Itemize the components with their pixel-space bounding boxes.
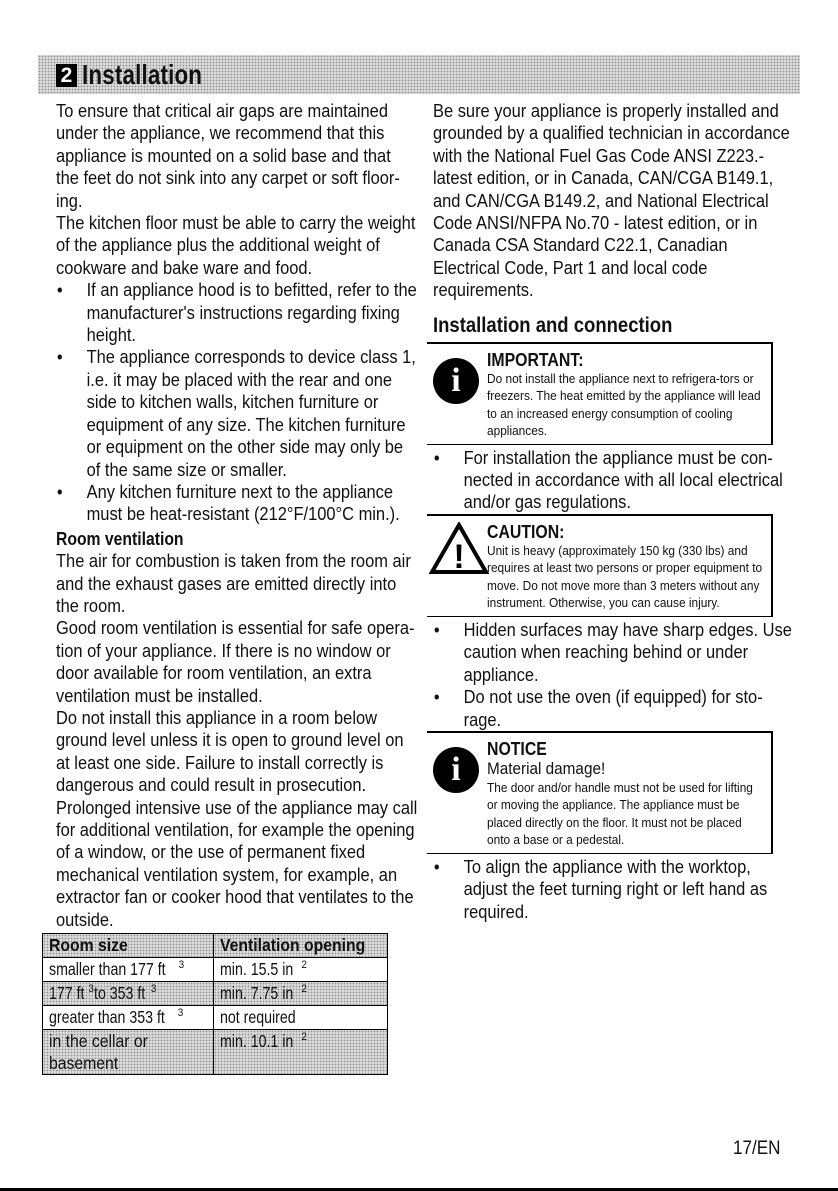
floor-paragraph: The kitchen floor must be able to carry the weight of the appliance plus the additional weight of cookware and bake ware and food. bbox=[56, 212, 416, 278]
table-row: in the cellar or basement min. 10.1 in $^2$ bbox=[43, 1030, 388, 1075]
important-note bbox=[427, 342, 773, 445]
section-banner bbox=[38, 55, 800, 94]
bullet-icon: • bbox=[56, 480, 63, 502]
bullet-icon: • bbox=[433, 855, 440, 877]
caution-title: CAUTION: bbox=[487, 521, 565, 542]
table-row: smaller than 177 ft $^3$ min. 15.5 in $^2$ bbox=[43, 958, 388, 982]
ventilation-paragraph: The air for combustion is taken from the room air and the exhaust gases are emitted directly into the room. bbox=[56, 550, 411, 616]
warning-triangle-icon bbox=[429, 522, 489, 576]
bullet-icon: • bbox=[56, 346, 63, 368]
ventilation-table bbox=[42, 933, 388, 1075]
caution-note bbox=[427, 514, 773, 617]
room-ventilation-heading: Room ventilation bbox=[56, 527, 184, 549]
ventilation-paragraph: Prolonged intensive use of the appliance may call for additional ventilation, for example the opening of a window, or the use of permanent fixed mechanical ventilation system, for example, an extractor fan or cooker hood that ventilates to the outside. bbox=[56, 796, 418, 930]
left-column bbox=[49, 100, 418, 1075]
notice-title: NOTICE bbox=[487, 738, 547, 759]
header-room-size: Room size bbox=[49, 935, 128, 956]
list-item: • Do not use the oven (if equipped) for sto-rage. bbox=[433, 686, 763, 730]
section-number: 2 bbox=[56, 64, 77, 87]
notice-note bbox=[427, 731, 773, 854]
bullet-icon: • bbox=[433, 686, 440, 708]
page-number: 17/EN bbox=[733, 1138, 781, 1159]
section-title: Installation bbox=[82, 59, 203, 90]
table-row: 177 ft $^3$to 353 ft $^3$ min. 7.75 in $^2$ bbox=[43, 982, 388, 1006]
header-ventilation-opening: Ventilation opening bbox=[220, 935, 366, 956]
intro-paragraph: To ensure that critical air gaps are maintained under the appliance, we recommend that this appliance is mounted on a solid base and that the feet do not sink into any carpet or soft floor-ing. bbox=[56, 100, 400, 211]
list-item: • Hidden surfaces may have sharp edges. Use caution when reaching behind or under appliance. bbox=[433, 618, 792, 685]
caution-body: Unit is heavy (approximately 150 kg (330 lbs) and requires at least two persons or proper equipment to move. Do not move more than 3 meters without any instrument. Otherwise, you can cause injury. bbox=[487, 542, 763, 611]
list-item: • If an appliance hood is to befitted, refer to the manufacturer's instructions regarding fixing height. bbox=[56, 279, 417, 346]
list-item: • To align the appliance with the worktop, adjust the feet turning right or left hand as required. bbox=[433, 855, 768, 922]
grounding-paragraph: Be sure your appliance is properly installed and grounded by a qualified technician in accordance with the National Fuel Gas Code ANSI Z223.-latest edition, or in Canada, CAN/CGA B149.1, and CAN/CGA B149.2, and National Electrical Code ANSI/NFPA No.70 - latest edition, or in Canada CSA Standard C22.1, Canadian Electrical Code, Part 1 and local code requirements. bbox=[433, 100, 790, 301]
table-row: greater than 353 ft $^3$ not required bbox=[43, 1006, 388, 1030]
important-body: Do not install the appliance next to refrigera-tors or freezers. The heat emitted by the appliance will lead to an increased energy consumption of cooling appliances. bbox=[487, 370, 761, 439]
notice-body: The door and/or handle must not be used for lifting or moving the appliance. The appliance must be placed directly on the floor. It must not be placed onto a base or a pedestal. bbox=[487, 779, 753, 848]
bullet-icon: • bbox=[56, 279, 63, 301]
list-item: • Any kitchen furniture next to the appliance must be heat-resistant (212°F/100°C min.). bbox=[56, 480, 400, 525]
info-icon: i bbox=[433, 747, 479, 793]
list-item: • For installation the appliance must be con-nected in accordance with all local electrical and/or gas regulations. bbox=[433, 446, 783, 513]
bullet-icon: • bbox=[433, 446, 440, 468]
ventilation-paragraph: Do not install this appliance in a room below ground level unless it is open to ground level on at least one side. Failure to install correctly is dangerous and could result in prosecution. bbox=[56, 706, 404, 796]
right-column bbox=[433, 100, 793, 923]
important-title: IMPORTANT: bbox=[487, 349, 584, 370]
list-item: • The appliance corresponds to device class 1, i.e. it may be placed with the rear and one side to kitchen walls, kitchen furniture or equipment of any size. The kitchen furniture or equipment on the other side may only be of the same size or smaller. bbox=[56, 346, 416, 480]
svg-text:!: ! bbox=[453, 537, 465, 576]
installation-connection-heading: Installation and connection bbox=[433, 312, 673, 337]
bullet-icon: • bbox=[433, 618, 440, 640]
info-icon: i bbox=[433, 358, 479, 404]
table-header-row bbox=[43, 934, 388, 958]
ventilation-paragraph: Good room ventilation is essential for safe opera-tion of your appliance. If there is no window or door available for room ventilation, an extra ventilation must be installed. bbox=[56, 617, 415, 706]
notice-subtitle: Material damage! bbox=[487, 758, 606, 778]
